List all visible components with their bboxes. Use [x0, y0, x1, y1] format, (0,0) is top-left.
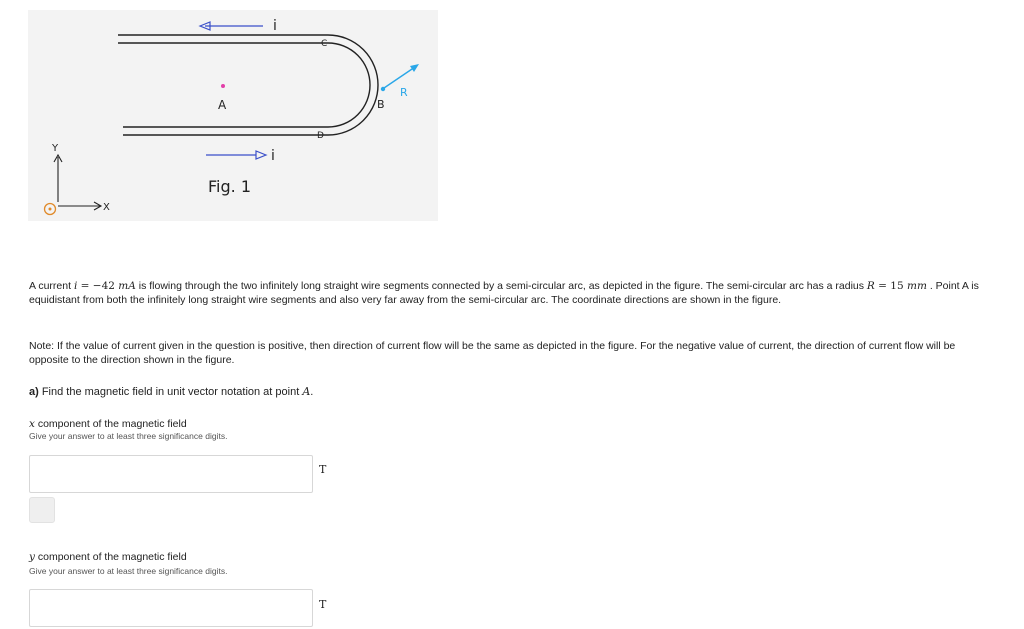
arrow-head-icon	[256, 151, 266, 159]
x-var: x	[29, 418, 35, 430]
problem-note: Note: If the value of current given in the question is positive, then direction of current flow will be the same as depicted in the figure. For the negative value of current, the direction of current flow will be opposite to the direction shown in the figure.	[29, 340, 956, 366]
figure-caption: Fig. 1	[208, 177, 251, 196]
radius-line	[384, 67, 415, 88]
x-unit-label: T	[319, 463, 327, 476]
label-a: A	[218, 98, 227, 112]
label-b: B	[377, 98, 385, 111]
math-current-value: = −42	[77, 280, 119, 292]
label-d: D	[317, 131, 324, 141]
part-a-prefix: a)	[29, 386, 39, 398]
math-current: i	[73, 280, 78, 292]
current-label-bottom: i	[271, 148, 275, 164]
z-axis-dot-icon	[49, 208, 52, 211]
x-label-text: component of the magnetic field	[34, 418, 187, 430]
y-component-hint: Give your answer to at least three significance digits.	[29, 566, 228, 576]
part-a-text: Find the magnetic field in unit vector notation at point	[38, 386, 303, 398]
x-component-hint: Give your answer to at least three significance digits.	[29, 431, 228, 441]
label-c: C	[321, 39, 328, 49]
statement-text: . Point A is equidistant from both the infinitely long straight wire segments and also very far away from the semi-circular arc. The coordinate directions are shown in the figure.	[29, 280, 979, 306]
math-unit-mm: mm	[906, 280, 927, 292]
semicircle-arc	[328, 43, 370, 127]
part-a-end: .	[310, 386, 314, 398]
y-component-input[interactable]	[29, 589, 313, 627]
statement-text: is flowing through the two infinitely long straight wire segments connected by a semi-circular arc, as depicted in the figure. The semi-circular arc has a radius	[135, 280, 867, 292]
y-component-label	[29, 551, 187, 563]
y-var: y	[29, 551, 35, 563]
problem-statement	[29, 279, 979, 307]
math-radius: R	[866, 280, 875, 292]
math-unit-ma: mA	[118, 280, 136, 292]
figure-drawing	[28, 10, 438, 221]
y-unit-label: T	[319, 598, 327, 611]
y-label-text: component of the magnetic field	[34, 551, 187, 563]
point-a-dot	[221, 84, 225, 88]
axis-x-label: X	[103, 202, 110, 213]
x-component-label	[29, 418, 187, 430]
axis-y-label: Y	[52, 143, 59, 154]
check-answer-button[interactable]	[29, 497, 55, 523]
part-a-point: A	[302, 385, 311, 398]
problem-figure	[28, 10, 438, 221]
statement-text: A current	[29, 280, 74, 292]
x-component-input[interactable]	[29, 455, 313, 493]
radius-arrow-icon	[410, 64, 419, 72]
part-a-question	[29, 385, 313, 398]
label-r: R	[400, 86, 408, 99]
math-radius-value: = 15	[874, 280, 907, 292]
current-label-top: i	[273, 18, 277, 34]
